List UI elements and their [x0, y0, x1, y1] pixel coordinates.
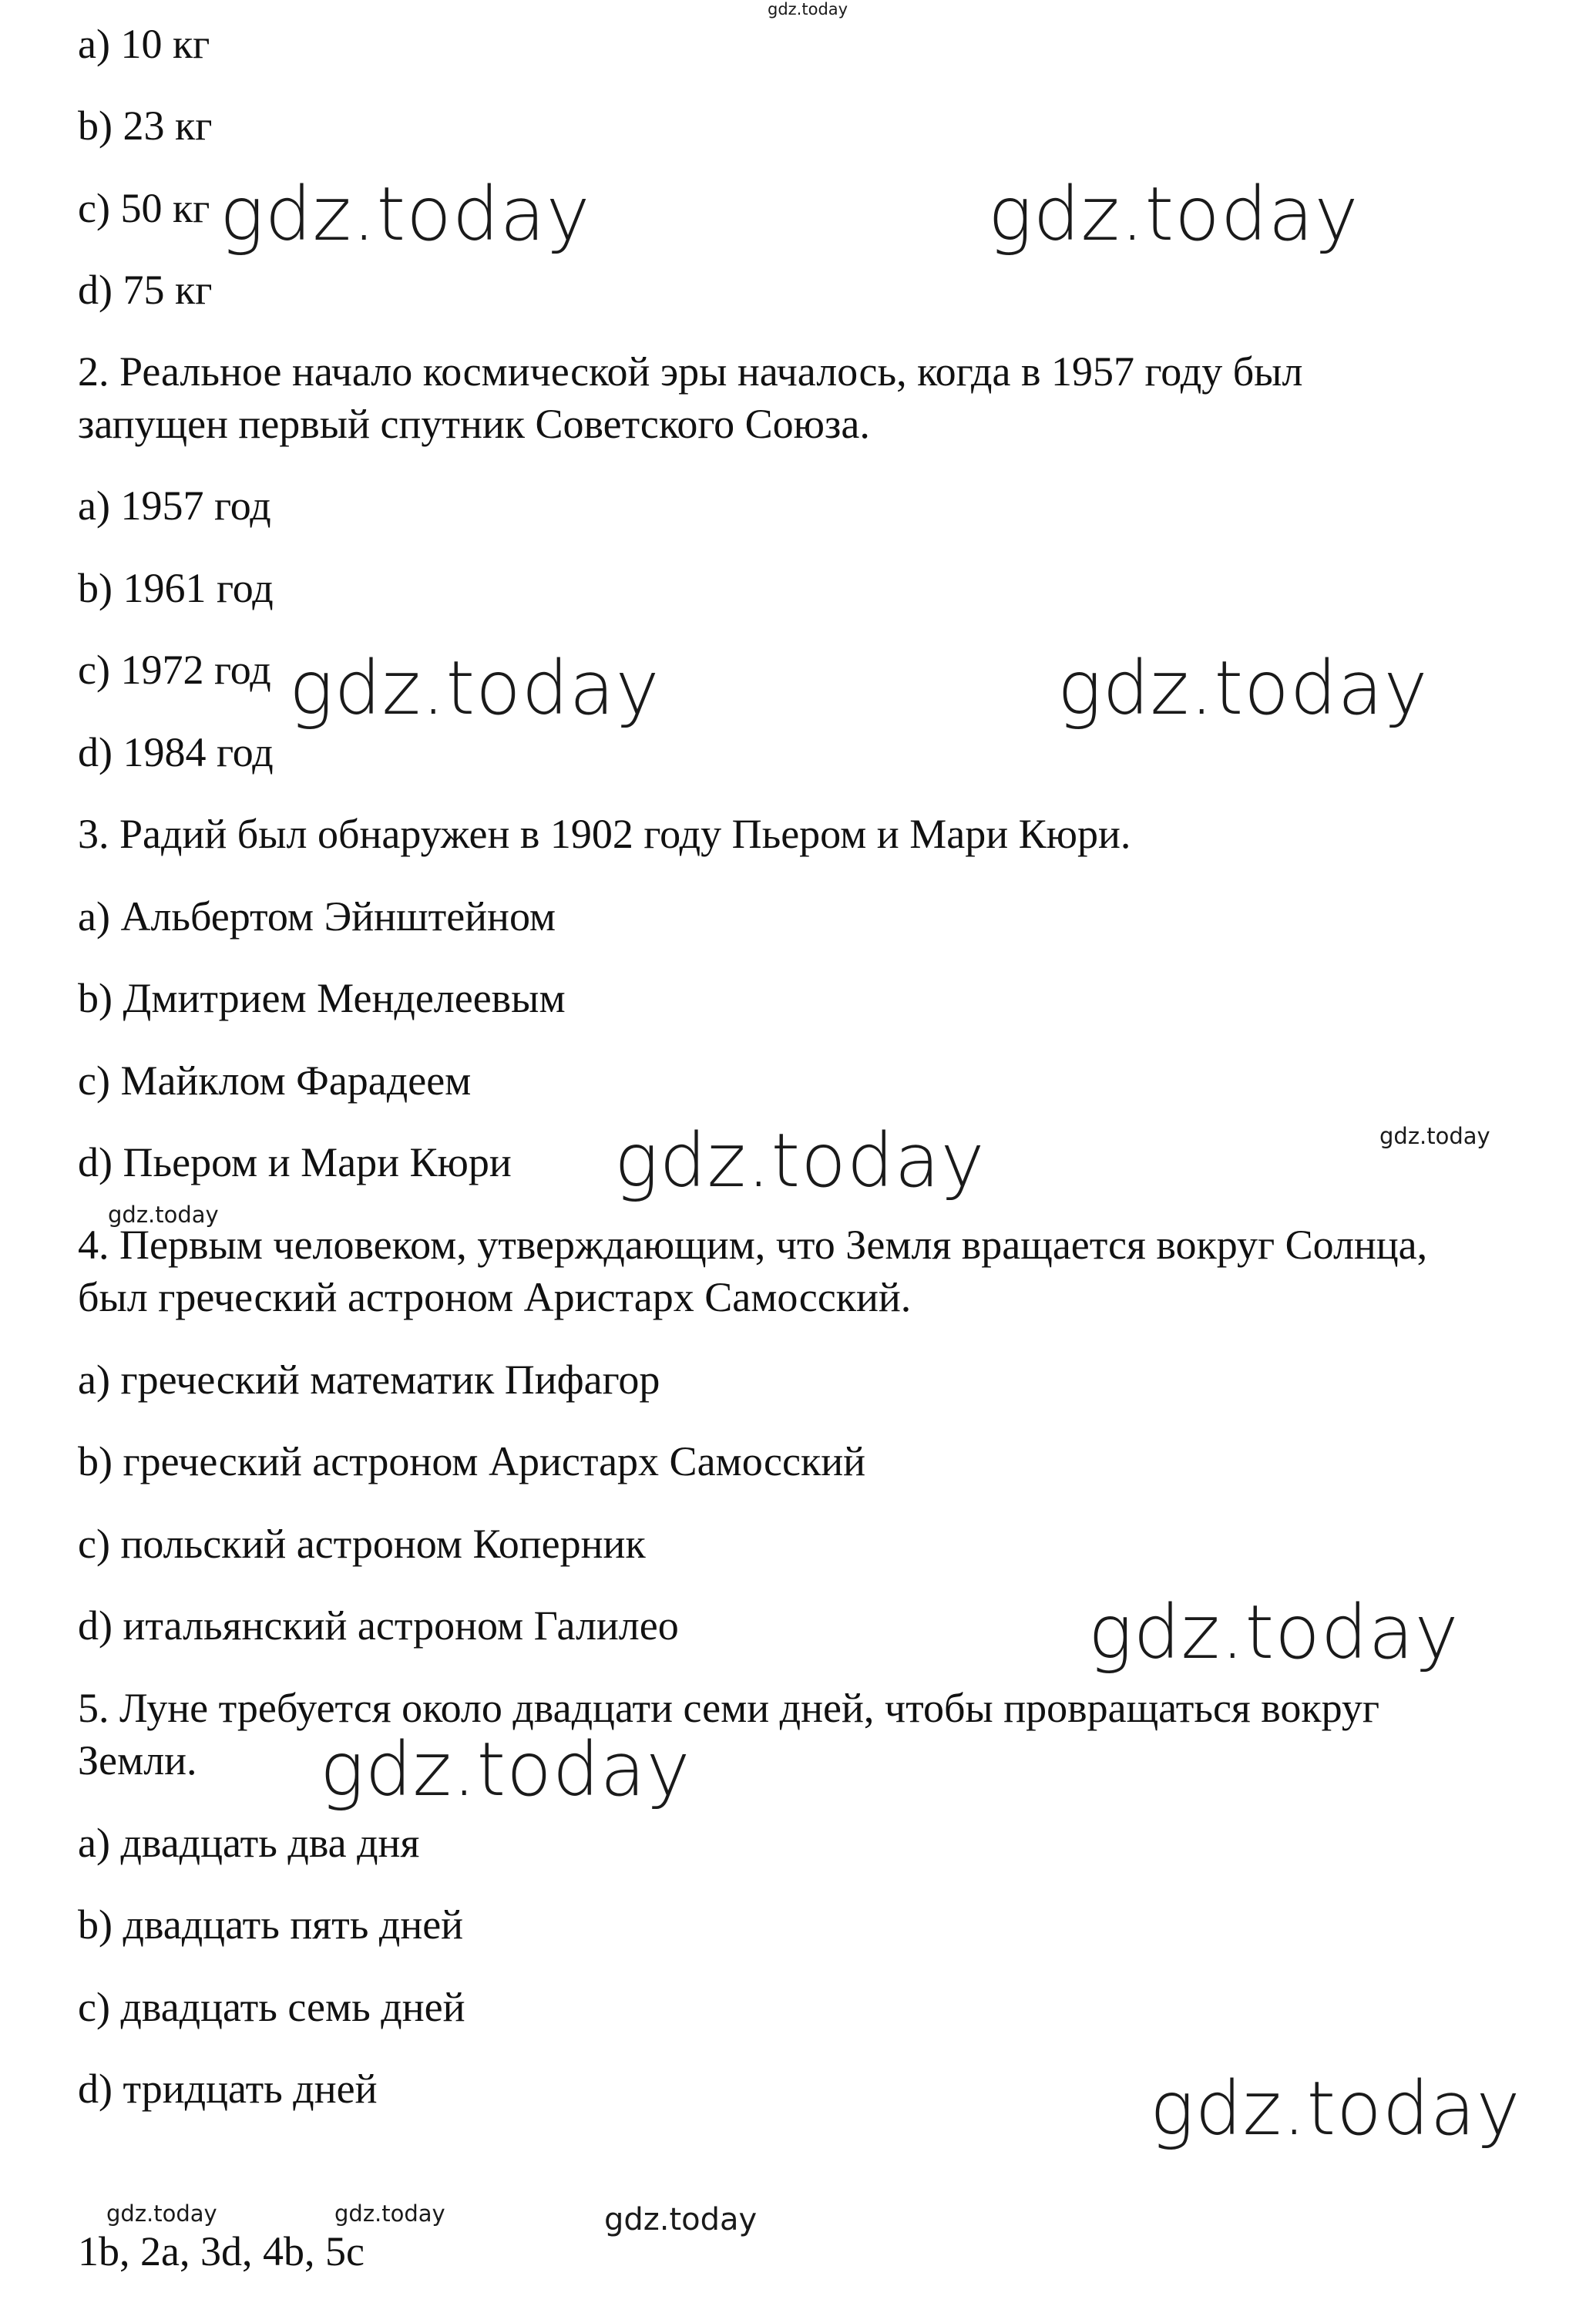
q3-option-a: a) Альбертом Эйнштейном: [78, 893, 556, 940]
q5-option-c: c) двадцать семь дней: [78, 1984, 465, 2030]
watermark: gdz.today: [988, 171, 1359, 257]
watermark: gdz.today: [220, 171, 591, 257]
watermark: gdz.today: [106, 2200, 217, 2227]
watermark: gdz.today: [1150, 2066, 1521, 2152]
q4-option-c: c) польский астроном Коперник: [78, 1521, 646, 1567]
q4-prompt-line-2: был греческий астроном Аристарх Самосский.: [78, 1274, 912, 1320]
q5-option-d: d) тридцать дней: [78, 2066, 378, 2112]
q2-prompt-line-2: запущен первый спутник Советского Союза.: [78, 401, 870, 447]
watermark: gdz.today: [1057, 645, 1429, 731]
q2-option-a: a) 1957 год: [78, 482, 271, 529]
q5-prompt-line-1: 5. Луне требуется около двадцати семи дней, чтобы провращаться вокруг: [78, 1685, 1380, 1731]
watermark: gdz.today: [108, 1202, 219, 1228]
q2-option-c: c) 1972 год: [78, 647, 271, 693]
watermark: gdz.today: [768, 0, 848, 18]
q1-option-b: b) 23 кг: [78, 103, 213, 149]
watermark: gdz.today: [1379, 1123, 1490, 1149]
watermark: gdz.today: [334, 2200, 445, 2227]
answer-key: 1b, 2a, 3d, 4b, 5c: [78, 2228, 365, 2274]
q4-option-d: d) итальянский астроном Галилео: [78, 1602, 679, 1649]
q4-option-b: b) греческий астроном Аристарх Самосский: [78, 1438, 866, 1484]
watermark: gdz.today: [1088, 1589, 1460, 1676]
q3-option-d: d) Пьером и Мари Кюри: [78, 1139, 512, 1185]
q2-option-d: d) 1984 год: [78, 729, 274, 775]
q1-option-d: d) 75 кг: [78, 267, 213, 313]
q3-prompt-line-1: 3. Радий был обнаружен в 1902 году Пьером и Мари Кюри.: [78, 811, 1131, 857]
q2-prompt-line-1: 2. Реальное начало космической эры началось, когда в 1957 году был: [78, 348, 1303, 395]
q3-option-b: b) Дмитрием Менделеевым: [78, 975, 566, 1021]
q5-option-a: a) двадцать два дня: [78, 1820, 420, 1866]
q3-option-c: c) Майклом Фарадеем: [78, 1057, 472, 1104]
q1-option-a: a) 10 кг: [78, 21, 210, 67]
q5-prompt-line-2: Земли.: [78, 1737, 197, 1783]
q4-prompt-line-1: 4. Первым человеком, утверждающим, что Земля вращается вокруг Солнца,: [78, 1222, 1428, 1268]
q4-option-a: a) греческий математик Пифагор: [78, 1357, 660, 1403]
watermark: gdz.today: [614, 1118, 986, 1204]
watermark: gdz.today: [320, 1726, 691, 1813]
watermark: gdz.today: [289, 645, 660, 731]
q2-option-b: b) 1961 год: [78, 565, 274, 611]
q5-option-b: b) двадцать пять дней: [78, 1901, 464, 1948]
watermark: gdz.today: [604, 2202, 758, 2237]
q1-option-c: c) 50 кг: [78, 185, 210, 231]
